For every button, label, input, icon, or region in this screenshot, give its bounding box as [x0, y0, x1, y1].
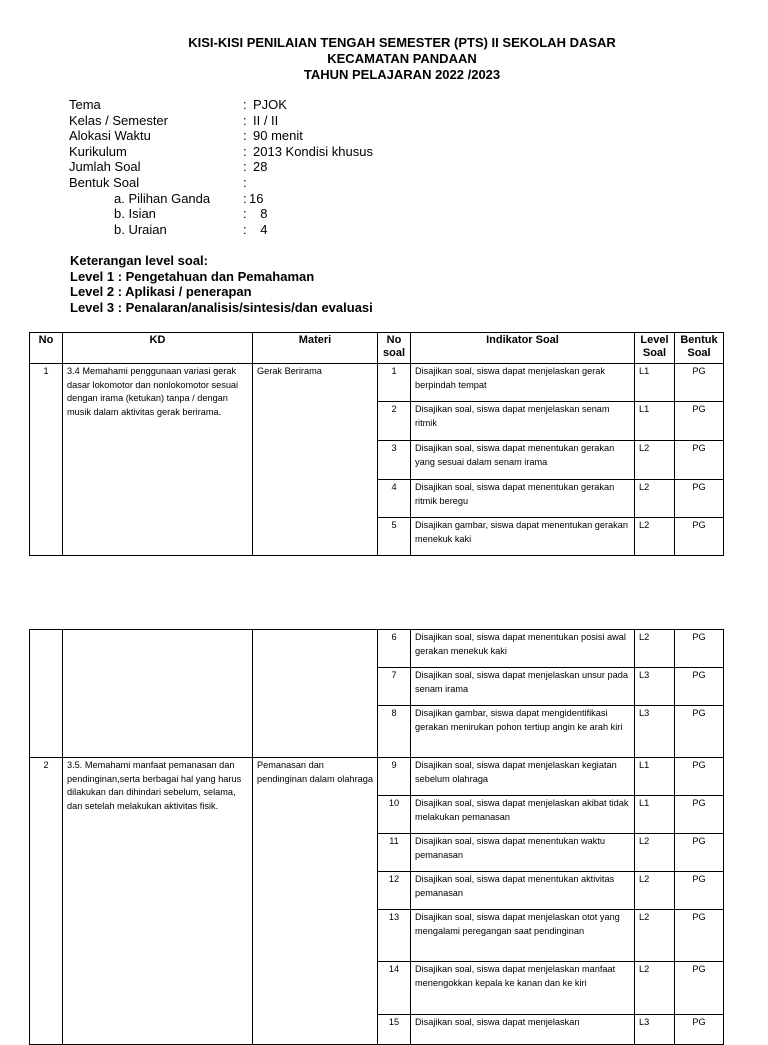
table-row [30, 630, 724, 668]
bentuk-cell: PG [675, 668, 724, 706]
info-colon: : [243, 206, 247, 222]
table-row [30, 758, 724, 796]
info-colon: : [243, 112, 247, 128]
info-value: 28 [253, 159, 268, 175]
header-materi: Materi [253, 333, 378, 364]
legend-heading: Keterangan level soal: [70, 253, 208, 268]
indikator-text: Disajikan soal, siswa dapat menentukan posisi awal gerakan menekuk kaki [411, 630, 635, 668]
indikator-text: Disajikan gambar, siswa dapat mengidentifikasi gerakan menirukan pohon tertiup angin ke arah kiri [411, 706, 635, 758]
kd-text-continued [63, 630, 253, 758]
info-label: Bentuk Soal [69, 174, 140, 190]
indikator-text: Disajikan soal, siswa dapat menentukan aktivitas pemanasan [411, 872, 635, 910]
bentuk-cell: PG [675, 962, 724, 1015]
header-level: Level Soal [635, 333, 675, 364]
kd-number: 1 [30, 364, 63, 556]
bentuk-cell: PG [675, 758, 724, 796]
level-cell: L2 [635, 910, 675, 962]
info-value: 90 menit [253, 128, 303, 144]
info-colon: : [243, 174, 247, 190]
bentuk-cell: PG [675, 1015, 724, 1045]
header-no: No [30, 333, 63, 364]
header-indikator: Indikator Soal [411, 333, 635, 364]
soal-number: 2 [378, 402, 411, 441]
kd-text: 3.4 Memahami penggunaan variasi gerak dasar lokomotor dan nonlokomotor sesuai dengan irama (ketukan) tanpa / dengan musik dalam aktivitas gerak berirama. [63, 364, 253, 556]
indikator-text: Disajikan soal, siswa dapat menentukan gerakan yang sesuai dalam senam irama [411, 441, 635, 480]
info-label: Alokasi Waktu [69, 128, 151, 144]
bentuk-cell: PG [675, 872, 724, 910]
bentuk-cell: PG [675, 441, 724, 480]
soal-number: 11 [378, 834, 411, 872]
level-cell: L3 [635, 1015, 675, 1045]
bentuk-cell: PG [675, 518, 724, 556]
soal-number: 15 [378, 1015, 411, 1045]
document-title [0, 35, 768, 83]
bentuk-cell: PG [675, 910, 724, 962]
level-legend [70, 253, 373, 315]
header-kd: KD [63, 333, 253, 364]
level-cell: L1 [635, 758, 675, 796]
level-cell: L2 [635, 962, 675, 1015]
info-colon: : [243, 128, 247, 144]
indikator-text: Disajikan soal, siswa dapat menjelaskan manfaat menengokkan kepala ke kanan dan ke kiri [411, 962, 635, 1015]
indikator-text: Disajikan soal, siswa dapat menjelaskan unsur pada senam irama [411, 668, 635, 706]
soal-number: 10 [378, 796, 411, 834]
title-line-2: KECAMATAN PANDAAN [327, 51, 477, 66]
info-label: Tema [69, 97, 101, 112]
header-no-soal: No soal [378, 333, 411, 364]
bentuk-cell: PG [675, 706, 724, 758]
soal-number: 3 [378, 441, 411, 480]
level-cell: L3 [635, 668, 675, 706]
level-cell: L1 [635, 796, 675, 834]
bentuk-cell: PG [675, 834, 724, 872]
soal-number: 12 [378, 872, 411, 910]
indikator-text: Disajikan soal, siswa dapat menjelaskan akibat tidak melakukan pemanasan [411, 796, 635, 834]
header-bentuk: Bentuk Soal [675, 333, 724, 364]
level-cell: L2 [635, 630, 675, 668]
info-label: a. Pilihan Ganda [114, 190, 211, 206]
info-label: Kelas / Semester [69, 112, 168, 128]
level-cell: L2 [635, 872, 675, 910]
info-colon: : [243, 221, 247, 237]
grid-table-page-2 [29, 629, 724, 1045]
level-cell: L2 [635, 480, 675, 518]
soal-number: 13 [378, 910, 411, 962]
bentuk-cell: PG [675, 402, 724, 441]
level-cell: L2 [635, 834, 675, 872]
soal-number: 5 [378, 518, 411, 556]
indikator-text: Disajikan soal, siswa dapat menjelaskan otot yang mengalami peregangan saat pendinginan [411, 910, 635, 962]
level-cell: L1 [635, 364, 675, 402]
kd-text: 3.5. Memahami manfaat pemanasan dan pendinginan,serta berbagai hal yang harus dilakukan dan dihindari sebelum, selama, dan setelah melakukan aktivitas fisik. [63, 758, 253, 1045]
info-colon: : [243, 159, 247, 175]
kd-number-continued [30, 630, 63, 758]
table-header-row [30, 333, 724, 364]
indikator-text: Disajikan soal, siswa dapat menjelaskan [411, 1015, 635, 1045]
soal-number: 9 [378, 758, 411, 796]
info-colon: : [243, 143, 247, 159]
soal-number: 4 [378, 480, 411, 518]
info-label: Jumlah Soal [69, 159, 141, 175]
indikator-text: Disajikan soal, siswa dapat menjelaskan senam ritmik [411, 402, 635, 441]
level-cell: L3 [635, 706, 675, 758]
bentuk-cell: PG [675, 480, 724, 518]
level-cell: L1 [635, 402, 675, 441]
info-colon: : [243, 190, 247, 206]
soal-number: 14 [378, 962, 411, 1015]
info-value: 8 [253, 206, 268, 222]
legend-level-2: Level 2 : Aplikasi / penerapan [70, 284, 252, 299]
legend-level-1: Level 1 : Pengetahuan dan Pemahaman [70, 268, 315, 284]
info-value: II / II [253, 112, 279, 128]
soal-number: 8 [378, 706, 411, 758]
legend-level-3: Level 3 : Penalaran/analisis/sintesis/dan evaluasi [70, 299, 373, 315]
info-value: 4 [253, 221, 268, 237]
title-line-3: TAHUN PELAJARAN 2022 /2023 [303, 67, 501, 82]
soal-number: 1 [378, 364, 411, 402]
table-row [30, 364, 724, 402]
grid-table-page-1 [29, 332, 724, 556]
indikator-text: Disajikan soal, siswa dapat menentukan gerakan ritmik beregu [411, 480, 635, 518]
kd-number: 2 [30, 758, 63, 1045]
info-label: b. Uraian [114, 221, 167, 237]
soal-number: 7 [378, 668, 411, 706]
materi-text: Pemanasan dan pendinginan dalam olahraga [253, 758, 378, 1045]
title-line-1: KISI-KISI PENILAIAN TENGAH SEMESTER (PTS) II SEKOLAH DASAR [188, 35, 616, 50]
bentuk-cell: PG [675, 630, 724, 668]
info-label: Kurikulum [69, 143, 127, 159]
level-cell: L2 [635, 441, 675, 480]
indikator-text: Disajikan soal, siswa dapat menentukan waktu pemanasan [411, 834, 635, 872]
info-value: 16 [249, 190, 264, 206]
materi-text: Gerak Berirama [253, 364, 378, 556]
materi-text-continued [253, 630, 378, 758]
indikator-text: Disajikan soal, siswa dapat menjelaskan kegiatan sebelum olahraga [411, 758, 635, 796]
info-value: 2013 Kondisi khusus [253, 143, 373, 159]
info-label: b. Isian [114, 206, 156, 222]
bentuk-cell: PG [675, 796, 724, 834]
indikator-text: Disajikan gambar, siswa dapat menentukan gerakan menekuk kaki [411, 518, 635, 556]
level-cell: L2 [635, 518, 675, 556]
info-value: PJOK [253, 97, 287, 112]
bentuk-cell: PG [675, 364, 724, 402]
info-colon: : [243, 97, 247, 112]
indikator-text: Disajikan soal, siswa dapat menjelaskan gerak berpindah tempat [411, 364, 635, 402]
soal-number: 6 [378, 630, 411, 668]
